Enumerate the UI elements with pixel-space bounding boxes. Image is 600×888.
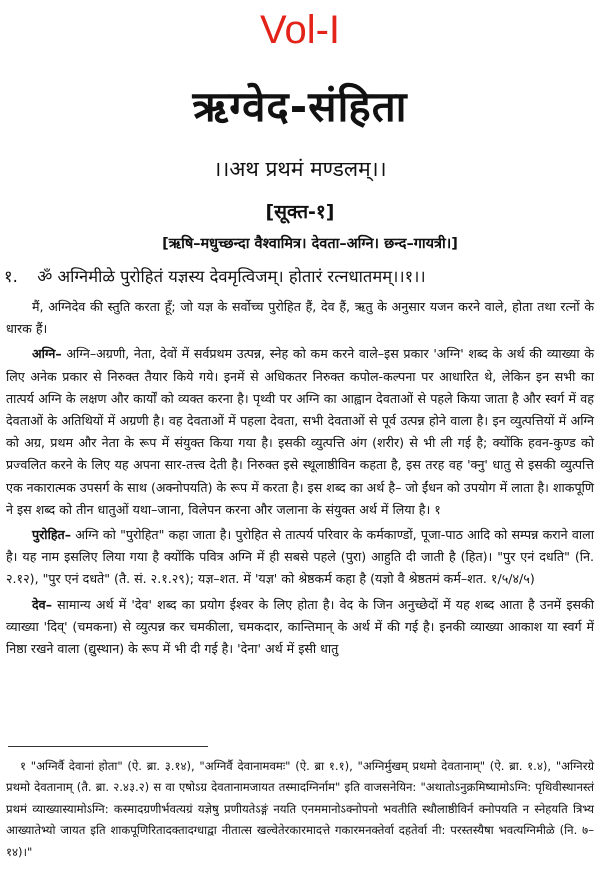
sukta-meta: [ऋषि–मधुच्छन्दा वैश्वामित्र। देवता–अग्नि। छन्द–गायत्री।] (162, 236, 458, 252)
page-title: ऋग्वेद-संहिता (192, 82, 408, 131)
mantra-number: १. (4, 267, 18, 286)
term-agni: अग्नि– (32, 346, 62, 362)
footnote-block (6, 756, 594, 863)
footnote-text: १ "अग्निर्वै देवानां होता" (ऐ. ब्रा. ३.१४), "अग्निर्वै देवानामवमः" (ऐ. ब्रा १.१), "अग्निर्मुखम् प्रथमो देवतानाम्" (ऐ. ब्रा. १.४), "अग्निरग्रे प्रथमो देवतानाम् (तै. ब्रा. २.४३.२) स वा एषोऽग्र देवतानामजायत तस्मादग्निर्नाम" इति वाजसनेयिन: "अथातोऽनुक्रमिष्यामोऽग्नि: पृथिवीस्थानस्तं प्रथमं व्याख्यास्यामोऽग्नि: कस्मादग्रणीर्भवत्यग्रं यज्ञेषु प्रणीयतेऽङ्गं नयति एनममानोऽक्नोपनो भवतीति स्थौलाष्ठीविर्न क्नोपयति न स्नेहयति त्रिभ्य आख्यातेभ्यो जायत इति शाकपूणिरितादक्तादग्धाद्वा नीतात्स खल्वेतेरकारमादत्ते गकारमनक्तेर्वा दहतेर्वा नी: परस्तस्यैषा भवत्यग्निमीळे (नि. ७–१४)।" (6, 759, 594, 859)
mandal-heading: ।।अथ प्रथमं मण्डलम्।। (213, 157, 387, 181)
commentary-paragraph-purohit (6, 524, 594, 591)
volume-label: Vol-I (259, 8, 341, 52)
commentary-body (6, 296, 594, 663)
term-dev: देव– (32, 596, 52, 612)
footnote-divider (8, 746, 208, 747)
paragraph-text: सामान्य अर्थ में 'देव' शब्द का प्रयोग ईश्वर के लिए होता है। वेद के जिन अनुच्छेदों में यह शब्द आता है उनमें इसकी व्याख्या 'दिव्' (चमकना) से व्युत्पन्न कर चमकीला, चमकदार, कान्तिमान् के अर्थ में की गई है। इनकी व्याख्या आकाश या स्वर्ग में निष्ठा रखने वाला (द्युस्थान) के रूप में भी दी गई है। 'देना' अर्थ में इसी धातु (6, 596, 594, 657)
commentary-paragraph-dev (6, 594, 594, 661)
mantra-text: ॐ अग्निमीळे पुरोहितं यज्ञस्य देवमृत्विजम्। होतारं रत्नधातमम्।।१।। (37, 267, 426, 286)
mantra-line (4, 265, 596, 289)
sukta-heading: [सूक्त-१] (265, 201, 335, 223)
term-purohit: पुरोहित– (32, 527, 71, 543)
commentary-paragraph-agni (6, 343, 594, 521)
paragraph-text: अग्नि–अग्रणी, नेता, देवों में सर्वप्रथम उत्पन्न, स्नेह को कम करने वाले–इस प्रकार 'अग्नि' शब्द के अर्थ की व्याख्या के लिए अनेक प्रकार से निरुक्त तैयार किये गये। इनमें से अधिकतर निरुक्त कपोल-कल्पना पर आधारित थे, लेकिन इन सभी का तात्पर्य अग्नि के लक्षण और कार्यों को व्यक्त करना है। पृथ्वी पर अग्नि का आह्वान देवताओं से पहले किया जाता है और स्वर्ग में वह देवताओं के अतिथियों में अग्रणी है। वह देवताओं में पहला देवता, सभी देवताओं से पूर्व उत्पन्न होने वाला है। इन व्युत्पत्तियों में अग्नि को अग्र, प्रथम और नेता के रूप में संयुक्त किया गया है। इसकी व्युत्पत्ति अंग (शरीर) से भी ली गई है; क्योंकि हवन-कुण्ड को प्रज्वलित करने के लिए यह अपना सार-तत्त्व देती है। निरुक्त इसे स्थूलाष्ठीविन कहता है, इस तरह वह 'क्नु' धातु से इसकी व्युत्पत्ति एक नकारात्मक उपसर्ग के साथ (अक्नोपयति) के रूप में करता है। इस शब्द का अर्थ है– जो ईंधन को उपयोग में लाता है। शाकपूणि ने इस शब्द को तीन धातुओं यथा–जाना, विलेपन करना और जलाना के संयुक्त अर्थ में लिया है। १ (6, 346, 594, 517)
paragraph-text: अग्नि को "पुरोहित" कहा जाता है। पुरोहित से तात्पर्य परिवार के कर्मकाण्डों, पूजा-पाठ आदि को सम्पन्न कराने वाला है। यह नाम इसलिए लिया गया है क्योंकि पवित्र अग्नि में ही सबसे पहले (पुरा) आहुति दी जाती है (हित)। "पुर एनं दधति" (नि. २.१२), "पुर एनं दधते" (तै. सं. २.१.२९); यज्ञ–शत. में 'यज्ञ' को श्रेष्ठकर्म कहा है (यज्ञो वै श्रेष्ठतमं कर्म–शत. १/५/४/५) (6, 527, 594, 587)
translation-paragraph: मैं, अग्निदेव की स्तुति करता हूँ; जो यज्ञ के सर्वोच्च पुरोहित हैं, देव हैं, ऋतु के अनुसार यजन करने वाले, होता तथा रत्नों के धारक हैं। (6, 299, 594, 337)
